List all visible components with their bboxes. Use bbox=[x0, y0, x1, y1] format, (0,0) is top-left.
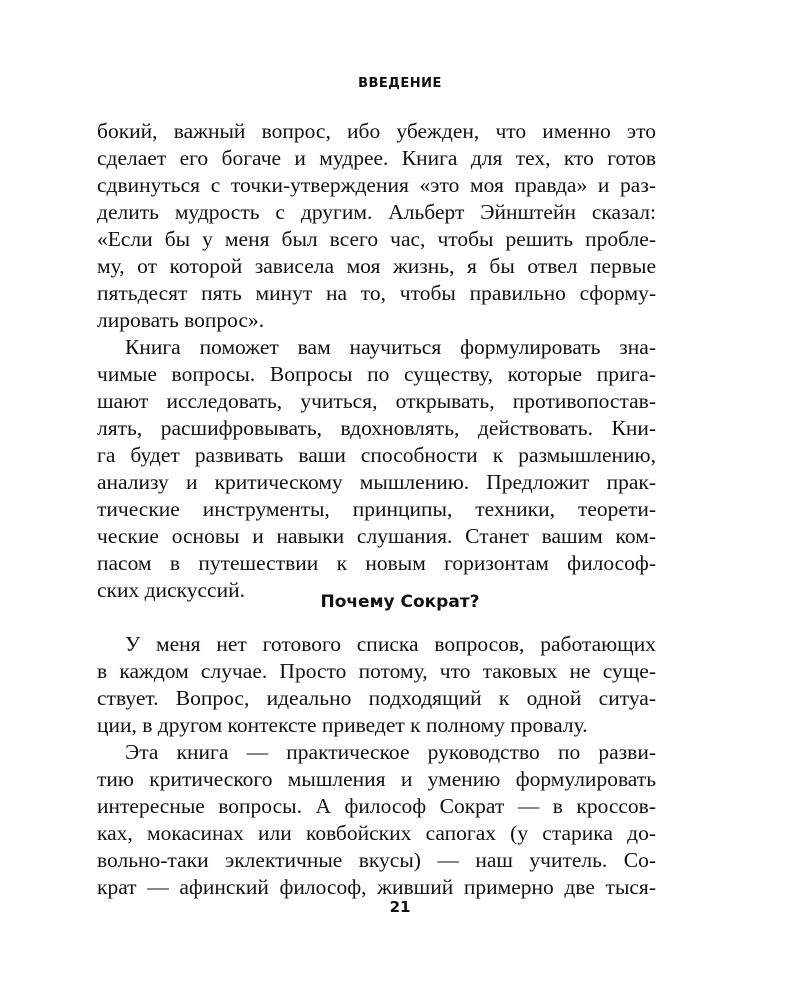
text-line: бокий, важный вопрос, ибо убежден, что именно это bbox=[97, 119, 656, 143]
body-text-upper bbox=[97, 118, 656, 604]
text-line: ствует. Вопрос, идеально подходящий к одной ситуа- bbox=[97, 686, 656, 710]
text-line: анализу и критическому мышлению. Предложит прак- bbox=[97, 470, 656, 494]
text-line: сдвинуться с точки-утверждения «это моя правда» и раз- bbox=[97, 173, 656, 197]
text-line: интересные вопросы. А философ Сократ — в кроссов- bbox=[97, 794, 656, 818]
text-line: му, от которой зависела моя жизнь, я бы отвел первые bbox=[97, 254, 656, 278]
text-line: лировать вопрос». bbox=[97, 308, 265, 332]
text-line: сделает его богаче и мудрее. Книга для тех, кто готов bbox=[97, 146, 656, 170]
text-line: крат — афинский философ, живший примерно две тыся- bbox=[97, 875, 656, 899]
text-line: тию критического мышления и умению формулировать bbox=[97, 767, 656, 791]
text-line: ках, мокасинах или ковбойских сапогах (у старика до- bbox=[97, 821, 656, 845]
text-line: тические инструменты, принципы, техники, теорети- bbox=[97, 497, 656, 521]
text-line: Книга поможет вам научиться формулировать зна- bbox=[125, 335, 656, 359]
section-heading: Почему Сократ? bbox=[320, 592, 480, 612]
text-line: пасом в путешествии к новым горизонтам философ- bbox=[97, 551, 656, 575]
text-line: делить мудрость с другим. Альберт Эйнштейн сказал: bbox=[97, 200, 656, 224]
text-line: ских дискуссий. bbox=[97, 578, 245, 602]
text-line: Эта книга — практическое руководство по разви- bbox=[125, 740, 656, 764]
text-line: чимые вопросы. Вопросы по существу, которые прига- bbox=[97, 362, 656, 386]
text-line: шают исследовать, учиться, открывать, противопостав- bbox=[97, 389, 656, 413]
page-number: 21 bbox=[389, 898, 411, 916]
text-line: ции, в другом контексте приведет к полному провалу. bbox=[97, 713, 588, 737]
text-line: вольно-таки эклектичные вкусы) — наш учитель. Со- bbox=[97, 848, 656, 872]
text-line: пятьдесят пять минут на то, чтобы правильно сформу- bbox=[97, 281, 656, 305]
running-head: ВВЕДЕНИЕ bbox=[358, 76, 442, 91]
text-line: У меня нет готового списка вопросов, работающих bbox=[125, 632, 656, 656]
body-text-lower bbox=[97, 631, 656, 901]
text-line: ческие основы и навыки слушания. Станет вашим ком- bbox=[97, 524, 656, 548]
text-line: «Если бы у меня был всего час, чтобы решить пробле- bbox=[97, 227, 656, 251]
text-line: в каждом случае. Просто потому, что таковых не суще- bbox=[97, 659, 656, 683]
text-line: лять, расшифровывать, вдохновлять, действовать. Кни- bbox=[97, 416, 656, 440]
text-line: га будет развивать ваши способности к размышлению, bbox=[97, 443, 656, 467]
